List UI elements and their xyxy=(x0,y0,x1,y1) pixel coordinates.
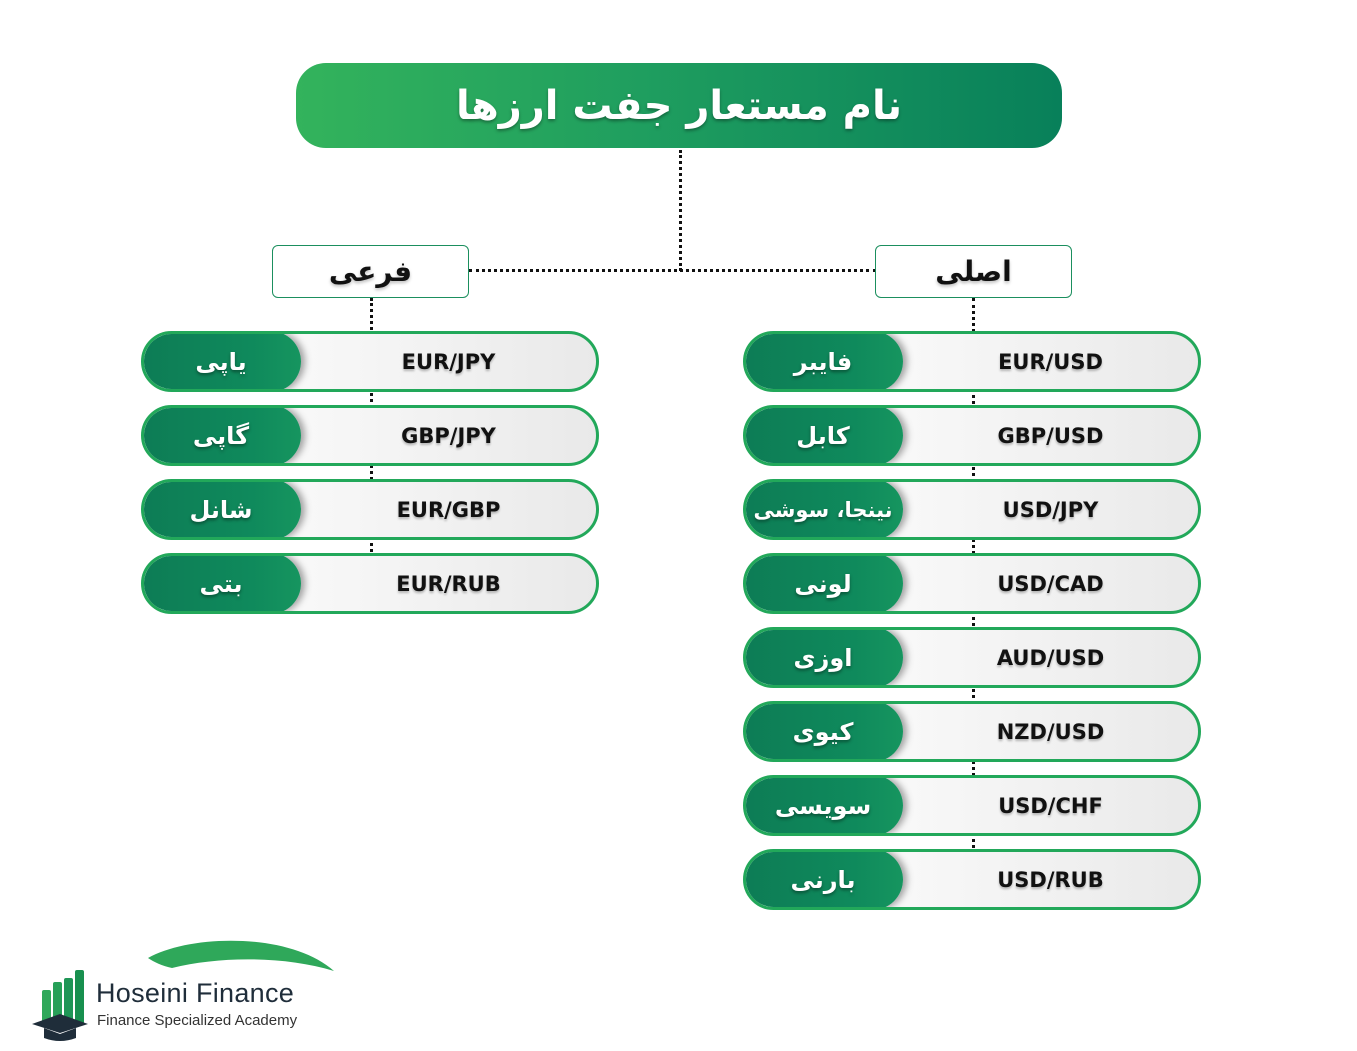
pair-nickname: لونی xyxy=(743,553,903,614)
pair-row xyxy=(743,775,1201,836)
pair-nickname: شانل xyxy=(141,479,301,540)
pair-symbol: USD/CAD xyxy=(997,571,1104,596)
pair-symbol: GBP/USD xyxy=(997,423,1104,448)
pair-symbol: AUD/USD xyxy=(996,645,1105,670)
pair-row xyxy=(743,849,1201,910)
brand-tagline: Finance Specialized Academy xyxy=(97,1012,298,1029)
pair-row xyxy=(743,701,1201,762)
pair-row xyxy=(743,553,1201,614)
pair-nickname: کابل xyxy=(743,405,903,466)
branch-connector xyxy=(469,269,876,272)
category-primary: اصلی xyxy=(875,245,1072,298)
pair-nickname: کیوی xyxy=(743,701,903,762)
pair-nickname: فایبر xyxy=(743,331,903,392)
pair-symbol: EUR/JPY xyxy=(401,349,496,374)
brand-name: Hoseini Finance xyxy=(96,978,295,1008)
pair-symbol: GBP/JPY xyxy=(401,423,496,448)
pair-nickname: بتی xyxy=(141,553,301,614)
pair-row xyxy=(743,405,1201,466)
pair-symbol: USD/JPY xyxy=(1002,497,1099,522)
pair-nickname: نینجا، سوشی xyxy=(743,479,903,540)
title-connector xyxy=(679,150,682,271)
pair-row xyxy=(141,405,599,466)
pair-row xyxy=(141,479,599,540)
pair-row xyxy=(743,627,1201,688)
pair-symbol: EUR/GBP xyxy=(396,497,501,522)
pair-nickname: اوزی xyxy=(743,627,903,688)
pair-nickname: یاپی xyxy=(141,331,301,392)
category-secondary: فرعی xyxy=(272,245,469,298)
pair-row xyxy=(141,331,599,392)
pair-symbol: NZD/USD xyxy=(996,719,1105,744)
pair-row xyxy=(743,331,1201,392)
pair-nickname: گاپی xyxy=(141,405,301,466)
diagram-title: نام مستعار جفت ارزها xyxy=(296,63,1062,148)
pair-row xyxy=(743,479,1201,540)
pair-nickname: سویسی xyxy=(743,775,903,836)
pair-symbol: EUR/RUB xyxy=(396,571,501,596)
pair-row xyxy=(141,553,599,614)
pair-symbol: EUR/USD xyxy=(998,349,1103,374)
pair-symbol: USD/CHF xyxy=(998,793,1103,818)
pair-symbol: USD/RUB xyxy=(997,867,1104,892)
pair-nickname: بارنی xyxy=(743,849,903,910)
